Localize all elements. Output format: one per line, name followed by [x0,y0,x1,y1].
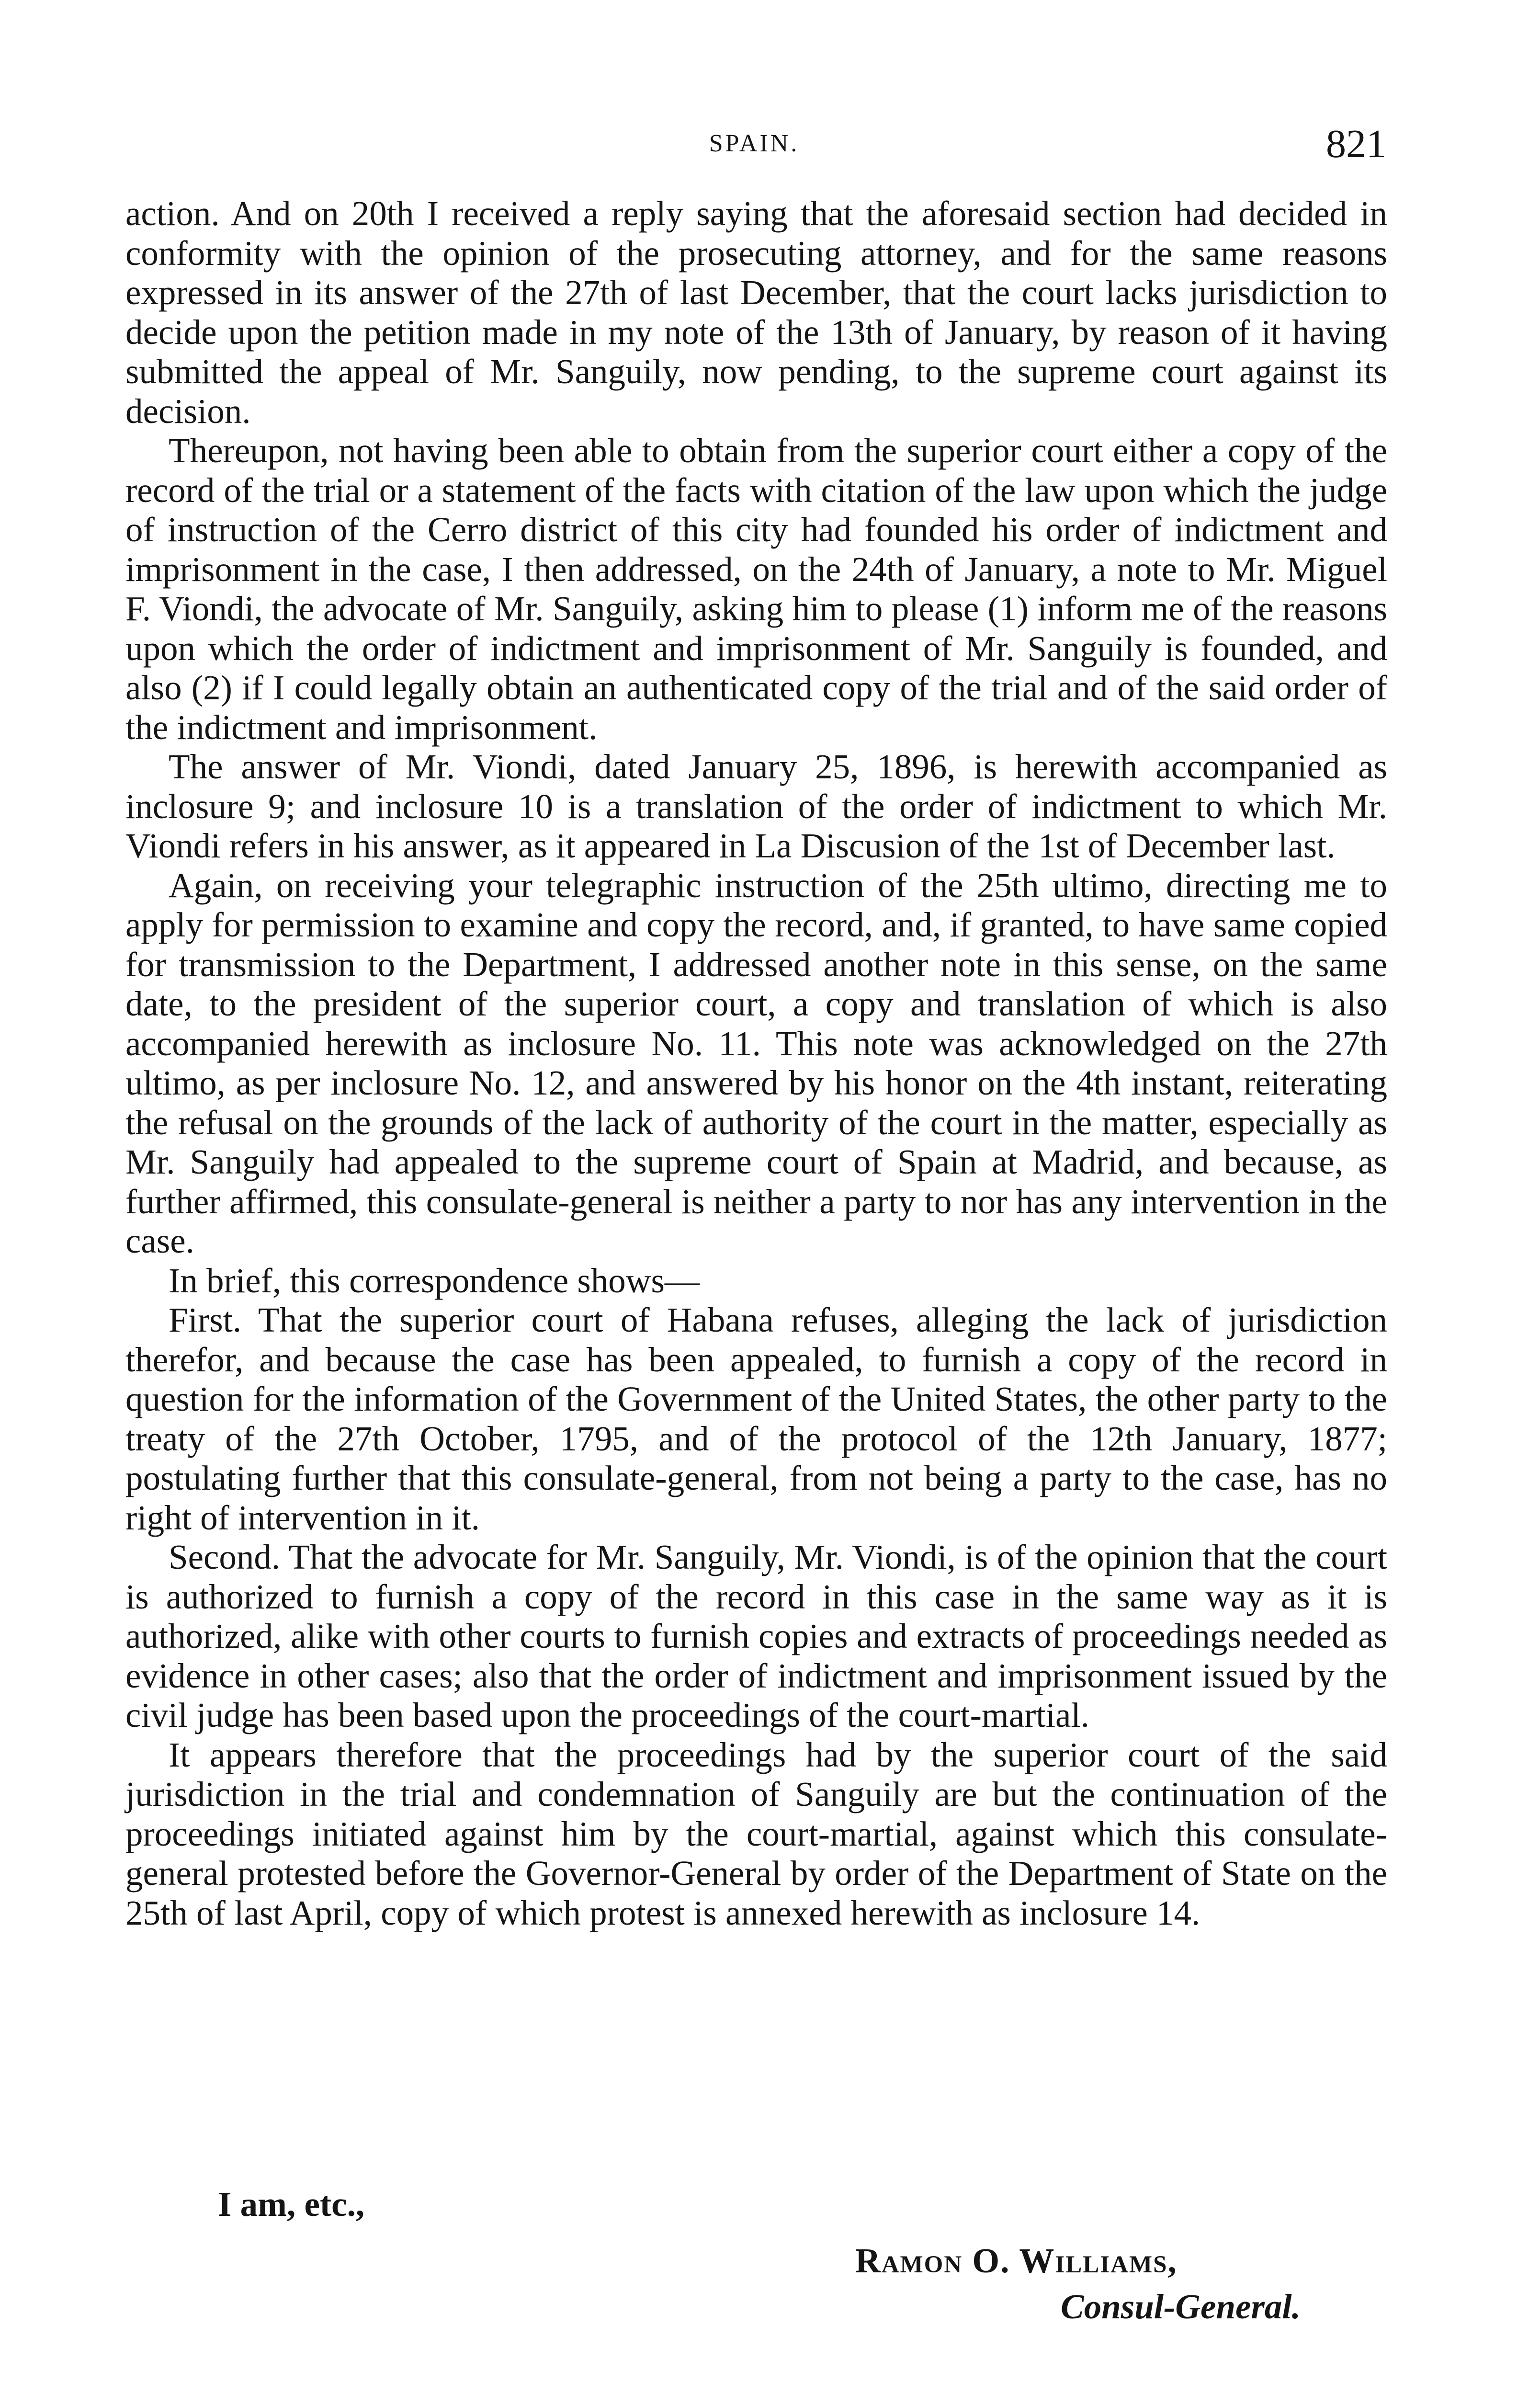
signature-title: Consul-General. [1061,2287,1301,2326]
paragraph-1: action. And on 20th I received a reply saying that the aforesaid section had decided in conformity with the opinion of the prosecuting attorney, and for the same reasons expressed in its answer of the 27th of last December, that the court lacks jurisdiction to decide upon the petition made in my note of the 13th of January, by reason of it having submitted the appeal of Mr. Sanguily, now pending, to the supreme court against its decision. [125,194,1387,431]
paragraph-5: In brief, this correspondence shows— [169,1261,700,1300]
paragraph-8: It appears therefore that the proceedings had by the superior court of the said jurisdiction in the trial and condemnation of Sanguily are but the continuation of the proceedings initiated against him by the court-martial, against which this consulate-general protested before the Governor-General by order of the Department of State on the 25th of last April, copy of which protest is annexed herewith as inclosure 14. [125,1735,1387,1932]
paragraph-3: The answer of Mr. Viondi, dated January 25, 1896, is herewith accompanied as inclosure 9; and inclosure 10 is a translation of the order of indictment to which Mr. Viondi refers in his answer, as it appeared in La Discusion of the 1st of December last. [125,747,1387,865]
paragraph-6: First. That the superior court of Habana refuses, alleging the lack of jurisdiction therefor, and because the case has been appealed, to furnish a copy of the record in question for the information of the Government of the United States, the other party to the treaty of the 27th October, 1795, and of the protocol of the 12th January, 1877; postulating further that this consulate-general, from not being a party to the case, has no right of intervention in it. [125,1300,1387,1537]
page-number: 821 [1326,122,1386,166]
paragraph-7: Second. That the advocate for Mr. Sanguily, Mr. Viondi, is of the opinion that the court is authorized to furnish a copy of the record in this case in the same way as it is authorized, alike with other courts to furnish copies and extracts of proceedings needed as evidence in other cases; also that the order of indictment and imprisonment issued by the civil judge has been based upon the proceedings of the court-martial. [125,1538,1387,1734]
body-text [125,194,1387,1933]
running-title: SPAIN. [709,130,800,157]
closing-salutation: I am, etc., [218,2185,365,2224]
running-head [122,122,1386,173]
paragraph-4: Again, on receiving your telegraphic instruction of the 25th ultimo, directing me to apply for permission to examine and copy the record, and, if granted, to have same copied for transmission to the Department, I addressed another note in this sense, on the same date, to the president of the superior court, a copy and translation of which is also accompanied herewith as inclosure No. 11. This note was acknowledged on the 27th ultimo, as per inclosure No. 12, and answered by his honor on the 4th instant, reiterating the refusal on the grounds of the lack of authority of the court in the matter, especially as Mr. Sanguily had appealed to the supreme court of Spain at Madrid, and because, as further affirmed, this consulate-general is neither a party to nor has any intervention in the case. [125,866,1387,1260]
signature-name: Ramon O. Williams, [855,2241,1178,2280]
paragraph-2: Thereupon, not having been able to obtain from the superior court either a copy of the record of the trial or a statement of the facts with citation of the law upon which the judge of instruction of the Cerro district of this city had founded his order of indictment and imprisonment in the case, I then addressed, on the 24th of January, a note to Mr. Miguel F. Viondi, the advocate of Mr. Sanguily, asking him to please (1) inform me of the reasons upon which the order of indictment and imprisonment of Mr. Sanguily is founded, and also (2) if I could legally obtain an authenticated copy of the trial and of the said order of the indictment and imprisonment. [125,431,1387,747]
